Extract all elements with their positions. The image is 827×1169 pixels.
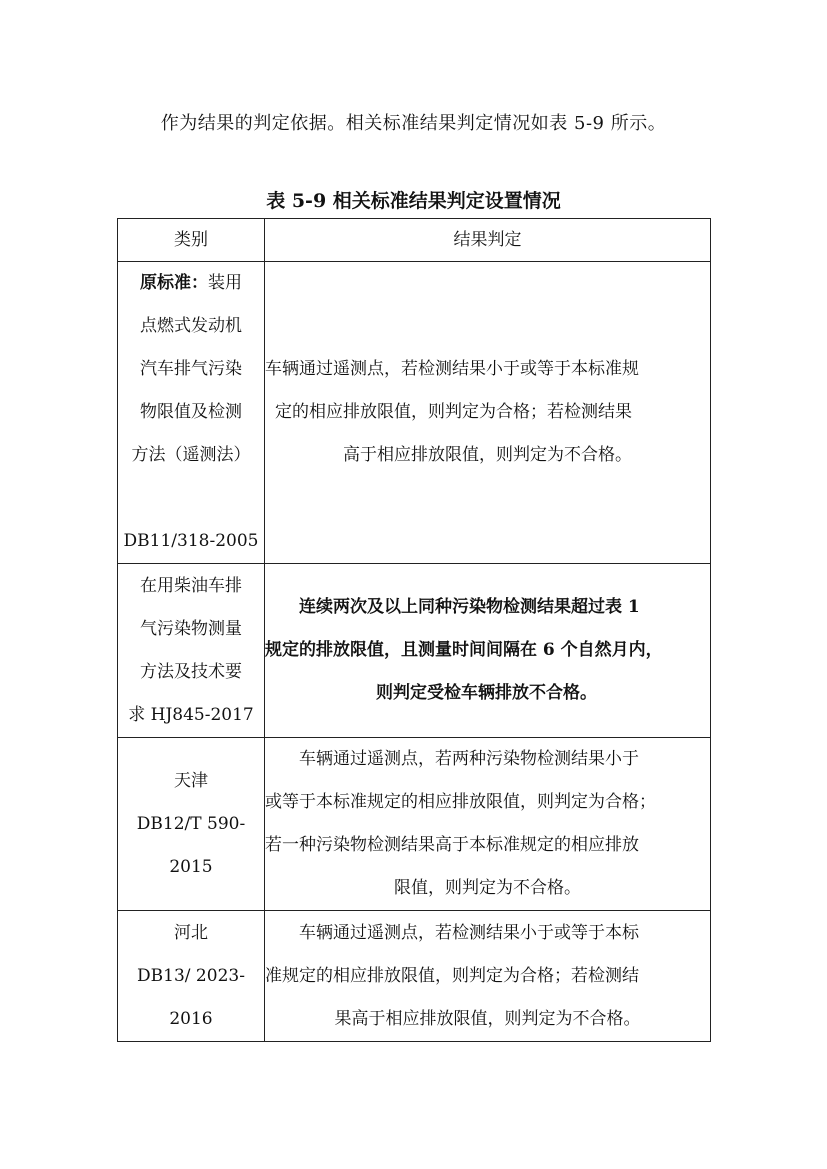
result-cell	[265, 738, 711, 911]
category-line: 在用柴油车排	[140, 575, 242, 596]
result-line: 若一种污染物检测结果高于本标准规定的相应排放	[265, 835, 639, 855]
result-line: 则判定受检车辆排放不合格。	[376, 683, 597, 703]
category-line: 物限值及检测	[140, 402, 242, 422]
result-line: 车辆通过遥测点，若两种污染物检测结果小于	[299, 749, 639, 769]
result-line: 定的相应排放限值，则判定为合格；若检测结果	[275, 402, 632, 422]
category-cell	[118, 911, 265, 1042]
table-caption: 表 5-9 相关标准结果判定设置情况	[266, 190, 561, 212]
table-row	[118, 911, 711, 1042]
result-line: 规定的排放限值，且测量时间间隔在 6 个自然月内，	[265, 640, 663, 660]
category-line: 2016	[169, 1008, 213, 1029]
table-row	[118, 262, 711, 564]
category-cell	[118, 738, 265, 911]
category-line	[118, 262, 264, 305]
result-line: 高于相应排放限值，则判定为不合格。	[343, 445, 632, 465]
result-line: 或等于本标准规定的相应排放限值，则判定为合格；	[265, 792, 656, 812]
category-line: 汽车排气污染	[140, 359, 242, 379]
category-line: 求 HJ845-2017	[128, 704, 254, 725]
category-line: DB12/T 590-	[136, 813, 246, 834]
result-line: 果高于相应排放限值，则判定为不合格。	[334, 1008, 641, 1029]
header-category: 类别	[118, 219, 265, 262]
category-code: DB11/318-2005	[123, 531, 259, 551]
table-row	[118, 564, 711, 738]
table-row	[118, 738, 711, 911]
table-header-row	[118, 219, 711, 262]
category-line: 天津	[174, 770, 208, 791]
category-line: 2015	[169, 856, 213, 877]
result-line: 准规定的相应排放限值，则判定为合格；若检测结	[265, 965, 639, 986]
category-line: 点燃式发动机	[140, 316, 242, 336]
result-line: 车辆通过遥测点，若检测结果小于或等于本标	[299, 922, 639, 943]
category-line: 方法（遥测法）	[131, 445, 251, 465]
category-label: 原标准：	[140, 273, 208, 293]
result-line: 车辆通过遥测点，若检测结果小于或等于本标准规	[265, 359, 639, 379]
result-line: 连续两次及以上同种污染物检测结果超过表 1	[299, 597, 640, 617]
result-cell	[265, 262, 711, 564]
category-line: 气污染物测量	[140, 618, 242, 639]
category-line: DB13/ 2023-	[137, 965, 245, 986]
category-text: 装用	[208, 273, 242, 293]
category-cell	[118, 262, 265, 564]
category-line: 方法及技术要	[140, 661, 242, 682]
category-spacer	[118, 477, 264, 520]
standards-table	[117, 218, 711, 1042]
category-line: 河北	[174, 922, 208, 943]
category-cell	[118, 564, 265, 738]
header-result: 结果判定	[265, 219, 711, 262]
result-line: 限值，则判定为不合格。	[394, 878, 581, 898]
result-cell	[265, 911, 711, 1042]
intro-paragraph: 作为结果的判定依据。相关标准结果判定情况如表 5-9 所示。	[160, 113, 667, 134]
result-cell	[265, 564, 711, 738]
